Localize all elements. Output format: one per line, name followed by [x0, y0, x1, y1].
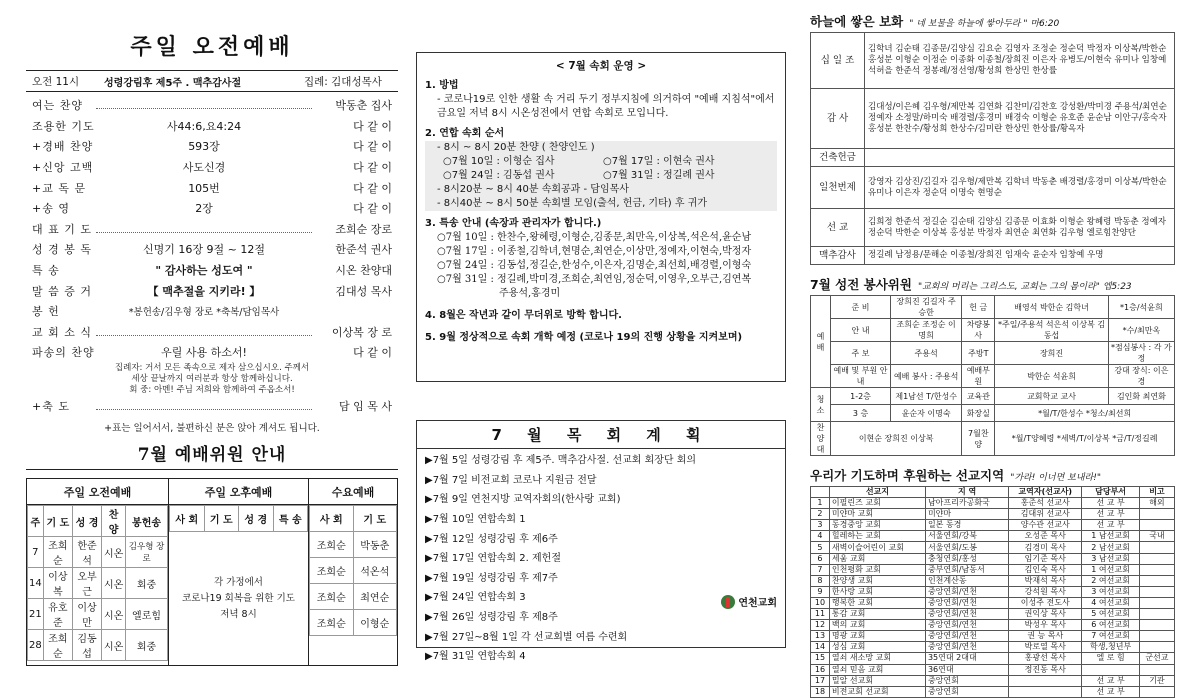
- table-row: 선 교 김희정 한준석 정길순 김순태 김양심 김종문 이효화 이형순 왕혜령 박동춘 정예자 정순덕 박한순 이상복 홍성분 박정자 최연순 최연화 김우형 엘로힘찬양단: [811, 209, 1175, 247]
- table-row: 1 이필린즈 교회 남아프리카공화국 홍준석 선교사 선 교 부 해외: [811, 498, 1175, 509]
- table-row: 14 성심 교회 중앙연회/연천 박로열 목사 학생,청년부: [811, 642, 1175, 653]
- order-row: 대 표 기 도 조희순 장로: [32, 222, 392, 236]
- table-row: 7 인천평화 교회 중부연회/남동서 김인숙 목사 1 여선교회: [811, 564, 1175, 575]
- table-row: 12 백의 교회 중앙연회/연천 박성우 목사 6 여선교회: [811, 620, 1175, 631]
- mission-section-title: 우리가 기도하며 후원하는 선교지역 "가라! 이너면 보내라!": [810, 468, 1101, 483]
- order-row: 특 송 " 감사하는 성도여 " 시온 찬양대: [32, 264, 392, 278]
- table-row: 조희순 석온석: [310, 558, 397, 584]
- table-row: 6 세움 교회 충청연회/홍성 임기준 목사 3 남선교회: [811, 553, 1175, 564]
- cell-group-box: < 7월 속회 운영 > 1. 방법 - 코로나19로 인한 생활 속 거리 두기 정부지침에 의거하여 "예배 지침석"에서 금요일 저녁 8시 시온성전에서 연합 속회로 모입니다. 2. 연합 속회 순서 - 8시 ~ 8시 20분 찬양 ( 찬양인도 ) ○7월 10일 : 이형순 집사 ○7월 17일 : 이현숙 권사 ○7월 24일 : 김동섭 권사 ○7월 31일 : 정길례 권사 - 8시20분 ~ 8시 40분 속회공과 - 담임목사 - 8시40분 ~ 8시 50분 속회별 모임(출석, 헌금, 기타) 후 귀가 3. 특송 안내 (속장과 관리자가 합니다.) ○7월 10일 : 한찬수,왕혜령,이형순,김종문,최만옥,이상복,석은석,윤순남 ○7월 17일 : 이종철,김학녀,현명순,최연순,이상만,정예자,이현숙,박정자 ○7월 24일 : 김동섭,정길순,한성수,이은자,김명순,최선희,배경렬,이형숙 ○7월 31일 : 정길례,박미경,조희순,최연임,정순덕,이영우,오부근,김연복 주용석,홍경미 4. 8월은 작년과 같이 무더위로 방학 합니다. 5. 9월 정상적으로 속회 개학 예정 (코로나 19의 진행 상황을 지켜보며): [416, 52, 786, 382]
- mission-table: 선교지 지 역 교역자(선교사) 담당부서 비고 1 이필린즈 교회 남아프리카공화국 홍준석 선교사 선 교 부 해외 2 미얀마 교회 미얀마 김대위 선교사 선 교 부 3 동경중앙 교회 일본 동경 양수관 선교사 선 교 부 4 힐레하는 교회 서울연회/강북 오성준 목사 1 남선교회 국내 5 새벽이슬어린이 교회 서울연회/도봉 김경미 목사 2 남선교회 6 세움 교회 충청연회/홍성 임기준 목사 3 남선교회 7 인천평화 교회 중부연회/남동서 김인숙 목사 1 여선교회 8 찬양생 교회 인천계산동 박재석 목사 2 여선교회 9 한사랑 교회 중앙연회/연천 강석원 목사 3 여선교회 10 행복한 교회 중앙연회/연천 이성주 전도사 4 여선교회 11 통감 교회 중앙연회/연천 권익상 목사 5 여선교회 12 백의 교회 중앙연회/연천 박성우 목사 6 여선교회 13 명광 교회 중앙연회/연천 권 능 목사 7 여선교회 14 성심 교회 중앙연회/연천 박로열 목사 학생,청년부 15 열쇠 새소망 교회 35연대 2대대 홍광선 목사 엘 로 힘 군선교 16 열쇠 믿음 교회 36연대 정진동 목사 17 밀알 선교회 중앙연회 선 교 부 기관 18 비전교회 선교회 중앙연회 선 교 부: [810, 486, 1175, 698]
- list-item: ▶7월 9일 연천지방 교역자회의(한사랑 교회): [425, 494, 621, 506]
- pm-note: 각 가정에서 코로나19 회복을 위한 기도 저녁 8시: [182, 576, 295, 620]
- table-row: 14 이상복 오부근 시온 회중: [28, 568, 168, 599]
- table-row: 청 소 1-2층 제1남선 T/한성수 교육관 교회학교 교사 김인화 최연화: [811, 388, 1175, 405]
- roster-title: 7월 예배위원 안내: [26, 440, 398, 470]
- order-row: 파송의 찬양 우릴 사용 하소서! 다 같 이: [32, 346, 392, 360]
- table-row: 8 찬양생 교회 인천계산동 박재석 목사 2 여선교회: [811, 575, 1175, 586]
- church-logo: 연천교회: [721, 594, 777, 609]
- list-item: ▶7월 27일~8월 1일 각 선교회별 여름 수련회: [425, 631, 628, 643]
- table-row: 16 열쇠 믿음 교회 36연대 정진동 목사: [811, 664, 1175, 675]
- table-row: 조희순 박동춘: [310, 532, 397, 558]
- table-row: 17 밀알 선교회 중앙연회 선 교 부 기관: [811, 675, 1175, 686]
- offerings-column: [810, 0, 1175, 698]
- worship-season: 성령강림후 제5주 . 맥추감사절: [104, 77, 242, 89]
- table-row: 4 힐레하는 교회 서울연회/강북 오성준 목사 1 남선교회 국내: [811, 531, 1175, 542]
- order-row: +교 독 문 105번 다 같 이: [32, 181, 392, 195]
- worship-order: [26, 95, 398, 416]
- table-row: 주 보 주용석 주방T 장희진 *점심봉사 : 각 가정: [811, 342, 1175, 365]
- order-row: +송 영 2장 다 같 이: [32, 202, 392, 216]
- list-item: ▶7월 12일 성령강림 후 제6주: [425, 533, 558, 545]
- order-row: 말 씀 증 거 【 맥추절을 지키라! 】 김대성 목사: [32, 284, 392, 298]
- table-row: 7 조희순 한준석 시온 김우형 장로: [28, 537, 168, 568]
- table-row: 11 통감 교회 중앙연회/연천 권익상 목사 5 여선교회: [811, 609, 1175, 620]
- am-roster: 주일 오전예배 주 기 도 성 경 찬 양 봉헌송 7 조희순 한준석 시온 김우형 장로 14 이상복 오부근 시온 회중 21 유호준 이상만 시온 엘로힘 28 조희순 김동섭 시온 회중: [27, 479, 169, 665]
- order-row: +경배 찬양 593장 다 같 이: [32, 140, 392, 154]
- table-row: 맥추감사 정길례 남정용/문해순 이종철/장희진 임재숙 윤순자 임창예 우명: [811, 247, 1175, 265]
- cross-icon: [721, 595, 735, 609]
- table-row: 조희순 이형순: [310, 610, 397, 636]
- table-row: 건축헌금: [811, 149, 1175, 167]
- table-row: 예 배 준 비 장희진 김길자 주승한 헌 금 배영석 박한순 김학녀 *1층/석윤희: [811, 296, 1175, 319]
- worship-presider: 집례: 김대성목사: [304, 75, 382, 88]
- table-row: 예배 및 부원 안내 예배 봉사 : 주용석 예배부원 박한순 석윤희 강대 장식: 이은경: [811, 365, 1175, 388]
- wed-roster: 수요예배 사 회 기 도 조희순 박동춘 조희순 석온석 조희순 최연순 조희순 이형순: [309, 479, 397, 665]
- cell-group-column: [416, 0, 786, 663]
- list-item: ▶7월 10일 연합속회 1: [425, 514, 526, 526]
- list-item: ▶7월 5일 성령강림 후 제5주. 맥추감사절. 선교회 회장단 회의: [425, 455, 697, 467]
- order-row: 교 회 소 식 이상복 장 로: [32, 325, 392, 339]
- table-row: 조희순 최연순: [310, 584, 397, 610]
- order-row: 조용한 기도 사44:6,요4:24 다 같 이: [32, 119, 392, 133]
- table-row: 10 행복한 교회 중앙연회/연천 이성주 전도사 4 여선교회: [811, 597, 1175, 608]
- service-section-title: 7월 성전 봉사위원 "교회의 머리는 그리스도, 교회는 그의 몸이라" 엡5:23: [810, 277, 1132, 292]
- offering-table: [810, 32, 1175, 265]
- worship-time: 오전 11시: [32, 75, 80, 88]
- list-item: ▶7월 7일 비전교회 코로나 지원금 전달: [425, 474, 597, 486]
- table-row: 2 미얀마 교회 미얀마 김대위 선교사 선 교 부: [811, 509, 1175, 520]
- order-row: +축 도 담 임 목 사: [32, 400, 392, 414]
- table-row: 21 유호준 이상만 시온 엘로힘: [28, 599, 168, 630]
- table-row: 일천번제 강영자 김상진/김길자 김우형/제만복 김학녀 박동춘 배경렬/홍경미 이상복/박한순 유미나 이은자 정순덕 이명숙 현명순: [811, 167, 1175, 209]
- list-item: ▶7월 17일 연합속회 2. 제헌절: [425, 553, 561, 565]
- list-item: ▶7월 24일 연합속회 3: [425, 592, 526, 604]
- table-row: 18 비전교회 선교회 중앙연회 선 교 부: [811, 686, 1175, 697]
- table-row: 3 동경중앙 교회 일본 동경 양수관 선교사 선 교 부: [811, 520, 1175, 531]
- list-item: ▶7월 19일 성령강림 후 제7주: [425, 572, 558, 584]
- service-table: [810, 295, 1175, 456]
- table-row: 15 열쇠 새소망 교회 35연대 2대대 홍광선 목사 엘 로 힘 군선교: [811, 653, 1175, 664]
- pastoral-plan-box: [416, 420, 786, 663]
- table-row: 28 조희순 김동섭 시온 회중: [28, 630, 168, 661]
- order-row: 여는 찬양 박동춘 집사: [32, 99, 392, 113]
- standing-note: +표는 일어서서, 불편하신 분은 앉아 계셔도 됩니다.: [104, 423, 320, 435]
- roster-table: [26, 478, 398, 666]
- order-row: +신앙 고백 사도신경 다 같 이: [32, 161, 392, 175]
- sunday-worship-column: [26, 0, 398, 666]
- table-row: 찬양대 이현순 장희진 이상복 7월찬양 *월/T양혜령 *세벽/T/이상복 *금/T/정길례: [811, 422, 1175, 456]
- pm-roster: 주일 오후예배 사 회 기 도 성 경 특 송 각 가정에서 코로나19 회복을 위한 기도 저녁 8시: [169, 479, 309, 665]
- order-row: 봉 헌 *봉헌송/김우형 장로 *축복/담임목사: [32, 305, 280, 319]
- pastoral-plan-title: 7 월 목 회 계 획: [417, 421, 785, 449]
- order-row: 성 경 봉 독 신명기 16장 9절 ~ 12절 한준석 권사: [32, 243, 392, 257]
- table-row: 감 사 김대성/이은혜 김우형/제만복 김연화 김찬미/김찬호 강성환/박미경 주용석/최연순 정예자 소정말/하미숙 배경렬/홍경미 배경숙 이형순 유호준 윤순남 이안구/홍숙자 홍성분 한찬수/황성희 한상수/김미란 한상민 한상률/황옥자: [811, 89, 1175, 149]
- table-row: 3 층 윤순자 이명숙 화장실 *월/T/한성수 *청소/최선희: [811, 405, 1175, 422]
- benediction-notice: 집례자: 거서 모든 족속으로 제자 삼으십시오. 주께서 세상 끝날까지 여러분과 항상 함께하십니다. 회 중: 아멘! 주님 저희와 함께하여 주옵소서!: [114, 362, 310, 395]
- worship-header: [26, 70, 398, 92]
- table-row: 십 일 조 김학녀 김순태 김종문/김양심 김요순 김영자 조정순 정순덕 박정자 이상복/박한순 홍성분 이형순 이정순 이종화 이종철/장희진 이은자 유병도/이현숙 유미나 임창예 석허을 한준석 정봉례/정선영/황성희 한상민 한상률: [811, 33, 1175, 89]
- table-row: 13 명광 교회 중앙연회/연천 권 능 목사 7 여선교회: [811, 631, 1175, 642]
- table-row: 9 한사랑 교회 중앙연회/연천 강석원 목사 3 여선교회: [811, 586, 1175, 597]
- list-item: ▶7월 31일 연합속회 4: [425, 651, 526, 663]
- cell-group-title: < 7월 속회 운영 >: [555, 60, 647, 72]
- worship-title: 주일 오전예배: [130, 34, 294, 60]
- table-row: 5 새벽이슬어린이 교회 서울연회/도봉 김경미 목사 2 남선교회: [811, 542, 1175, 553]
- list-item: ▶7월 26일 성령강림 후 제8주: [425, 612, 558, 624]
- table-row: 안 내 조희순 조정순 이명희 차량봉사 *주일/주용석 석은석 이상복 김동섭 *수/최만옥: [811, 319, 1175, 342]
- offering-section-title: 하늘에 쌓은 보화 " 네 보물을 하늘에 쌓아두라 " 마6:20: [810, 14, 1060, 29]
